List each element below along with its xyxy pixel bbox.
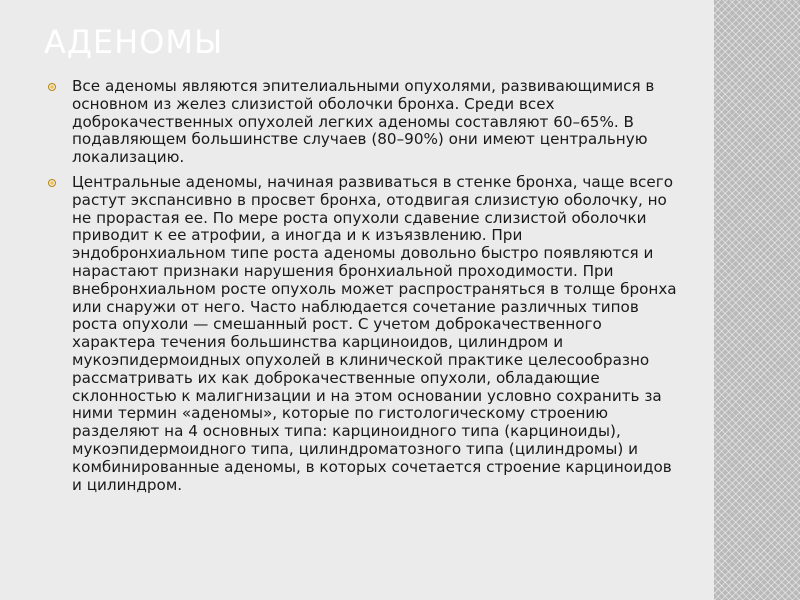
slide-title: АДЕНОМЫ [44, 23, 224, 61]
bullet-circle-icon [48, 83, 56, 91]
bullet-item [48, 78, 678, 167]
bullet-circle-icon [48, 179, 56, 187]
bullet-item [48, 174, 678, 494]
decorative-side-panel [714, 0, 800, 600]
bullet-text: Центральные аденомы, начиная развиваться в стенке бронха, чаще всего растут экспансивно в просвет бронха, отодвигая слизистую оболочку, но не прорастая ее. По мере роста опухоли сдавение слизистой оболочки приводит к ее атрофии, а иногда и к изъязвлению. При эндобронхиальном типе роста аденомы довольно быстро появляются и нарастают признаки нарушения бронхиальной проходимости. При внебронхиальном росте опухоль может распространяться в толще бронха или снаружи от него. Часто наблюдается сочетание различных типов роста опухоли — смешанный рост. С учетом доброкачественного характера течения большинства карциноидов, цилиндром и мукоэпидермоидных опухолей в клинической практике целесообразно рассматривать их как доброкачественные опухоли, обладающие склонностью к малигнизации и на этом основании условно сохранить за ними термин «аденомы», которые по гистологическому строению разделяют на 4 основных типа: карциноидного типа (карциноиды), мукоэпидермоидного типа, цилиндроматозного типа (цилиндромы) и комбинированные аденомы, в которых сочетается строение карциноидов и цилиндром. [72, 172, 677, 494]
bullet-text: Все аденомы являются эпителиальными опухолями, развивающимися в основном из желез слизистой оболочки бронха. Среди всех доброкачественных опухолей легких аденомы составляют 60–65%. В подавляющем большинстве случаев (80–90%) они имеют центральную локализацию. [72, 77, 655, 167]
bullet-list [48, 78, 678, 501]
